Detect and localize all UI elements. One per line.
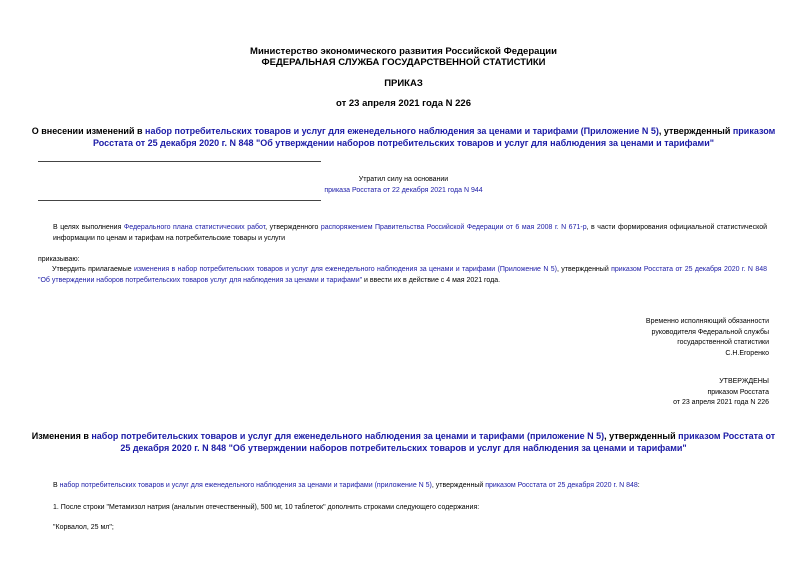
order-word: приказываю: — [38, 256, 80, 263]
changes-title — [30, 430, 777, 454]
order-paragraph — [38, 264, 767, 286]
title-link-order[interactable]: приказом Росстата от 25 декабря 2020 г. N 848 "Об утверждении наборов потребительских товаров и услуг для наблюдения за ценами и тарифами" — [92, 126, 776, 148]
preamble-link-decree[interactable]: распоряжением Правительства Российской Федерации от 6 мая 2008 г. N 671-р — [320, 224, 587, 231]
doc-type: ПРИКАЗ — [384, 78, 423, 89]
body-p1-text-2: , утвержденный — [431, 482, 486, 489]
body-p1-text-1: В — [53, 482, 60, 489]
order-link-changes[interactable]: изменения в набор потребительских товаров и услуг для еженедельного наблюдения за ценами и тарифами (Приложение N 5) — [134, 266, 557, 273]
changes-title-link-set[interactable]: набор потребительских товаров и услуг для еженедельного наблюдения за ценами и тарифами (приложение N 5) — [91, 431, 605, 441]
body-p1-link-order[interactable]: приказом Росстата от 25 декабря 2020 г. N 848 — [485, 482, 638, 489]
changes-title-prefix: Изменения в — [31, 431, 92, 441]
changes-title-link-order[interactable]: приказом Росстата от 25 декабря 2020 г. N 848 "Об утверждении наборов потребительских товаров и услуг для наблюдения за ценами и тарифами" — [120, 431, 776, 453]
order-text-3: и ввести их в действие с 4 мая 2021 года. — [362, 277, 501, 284]
status-link[interactable]: приказа Росстата от 22 декабря 2021 года N 944 — [324, 187, 483, 194]
status-container — [0, 185, 807, 196]
order-link-order[interactable]: приказом Росстата от 25 декабря 2020 г. N 848 "Об утверждении наборов потребительских товаров услуг для наблюдения за ценами и тарифами" — [38, 266, 767, 284]
body-paragraph-1 — [53, 480, 767, 491]
approved-block — [673, 377, 769, 409]
order-text-2: , утвержденный — [556, 266, 612, 273]
order-text-1: Утвердить прилагаемые — [52, 266, 134, 273]
doc-date: от 23 апреля 2021 года N 226 — [336, 98, 471, 109]
body-p1-link-set[interactable]: набор потребительских товаров и услуг для еженедельного наблюдения за ценами и тарифами (приложение N 5) — [59, 482, 432, 489]
divider-bottom — [38, 200, 321, 201]
signature-name: С.Н.Егоренко — [725, 349, 769, 357]
changes-title-mid: , утвержденный — [604, 431, 679, 441]
signature-block — [646, 317, 769, 359]
approved-line-3: от 23 апреля 2021 года N 226 — [673, 399, 769, 406]
preamble-text-1: В целях выполнения — [53, 224, 124, 231]
body-paragraph-2: 1. После строки "Метамизол натрия (анальгин отечественный), 500 мг, 10 таблеток" дополнить строками следующего содержания: — [53, 504, 480, 511]
preamble-text-3: , в части формирования официальной статистической информации по ценам и тарифам на потребительские товары и услуги — [53, 224, 768, 242]
title-prefix: О внесении изменений в — [31, 126, 146, 136]
signature-line-3: государственной статистики — [677, 339, 769, 346]
preamble-text-2: , утвержденного — [265, 224, 321, 231]
service-name: ФЕДЕРАЛЬНАЯ СЛУЖБА ГОСУДАРСТВЕННОЙ СТАТИСТИКИ — [261, 57, 546, 68]
document-title — [30, 125, 777, 149]
preamble-paragraph — [53, 222, 767, 244]
body-paragraph-3: "Корвалол, 25 мл"; — [53, 524, 114, 531]
preamble-link-plan[interactable]: Федерального плана статистических работ — [123, 224, 266, 231]
approved-line-2: приказом Росстата — [707, 388, 769, 396]
signature-line-2: руководителя Федеральной службы — [651, 328, 769, 336]
title-mid: , утвержденный — [658, 126, 733, 136]
divider-top — [38, 161, 321, 162]
status-line: Утратил силу на основании — [358, 176, 449, 183]
ministry-name: Министерство экономического развития Российской Федерации — [250, 46, 557, 57]
approved-line-1: УТВЕРЖДЕНЫ — [719, 378, 769, 385]
title-link-set[interactable]: набор потребительских товаров и услуг для еженедельного наблюдения за ценами и тарифами (Приложение N 5) — [145, 126, 659, 136]
body-p1-text-3: : — [637, 482, 640, 489]
signature-line-1: Временно исполняющий обязанности — [645, 318, 769, 325]
